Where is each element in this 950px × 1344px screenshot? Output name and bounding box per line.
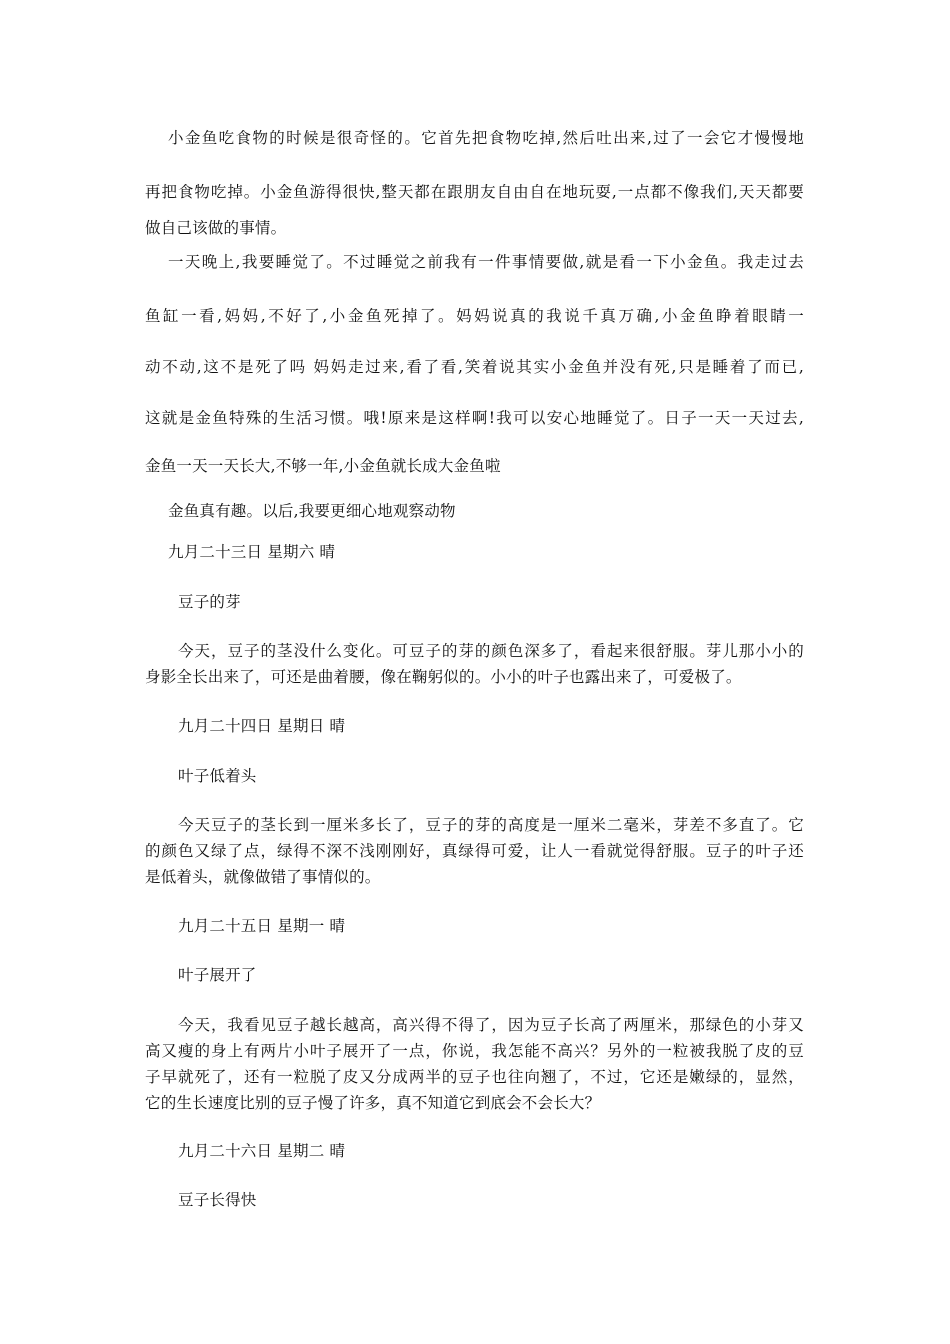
- paragraph-line: 鱼缸一看,妈妈,不好了,小金鱼死掉了。妈妈说真的我说千真万确,小金鱼睁着眼睛一: [145, 307, 804, 325]
- entry-date: 九月二十六日 星期二 晴: [178, 1142, 346, 1160]
- paragraph-line: 金鱼真有趣。以后,我要更细心地观察动物: [168, 502, 456, 520]
- paragraph-line: 做自己该做的事情。: [145, 219, 287, 237]
- entry-date: 九月二十四日 星期日 晴: [178, 717, 346, 735]
- paragraph-line: 金鱼一天一天长大,不够一年,小金鱼就长成大金鱼啦: [145, 457, 501, 475]
- entry-title: 豆子的芽: [178, 593, 241, 611]
- paragraph-line: 一天晚上,我要睡觉了。不过睡觉之前我有一件事情要做,就是看一下小金鱼。我走过去: [168, 253, 804, 271]
- paragraph-line: 今天，豆子的茎没什么变化。可豆子的芽的颜色深多了，看起来很舒服。芽儿那小小的: [178, 642, 804, 660]
- paragraph-line: 是低着头，就像做错了事情似的。: [145, 868, 381, 886]
- entry-title: 叶子低着头: [178, 767, 257, 785]
- paragraph-line: 今天，我看见豆子越长越高，高兴得不得了，因为豆子长高了两厘米，那绿色的小芽又: [178, 1016, 804, 1034]
- entry-date: 九月二十五日 星期一 晴: [178, 917, 346, 935]
- paragraph-line: 的颜色又绿了点，绿得不深不浅刚刚好，真绿得可爱，让人一看就觉得舒服。豆子的叶子还: [145, 842, 804, 860]
- paragraph-line: 高又瘦的身上有两片小叶子展开了一点，你说，我怎能不高兴？另外的一粒被我脱了皮的豆: [145, 1042, 804, 1060]
- paragraph-line: 今天豆子的茎长到一厘米多长了，豆子的芽的高度是一厘米二毫米，芽差不多直了。它: [178, 816, 804, 834]
- paragraph-line: 动不动,这不是死了吗 妈妈走过来,看了看,笑着说其实小金鱼并没有死,只是睡着了而已,: [145, 358, 804, 376]
- paragraph-line: 身影全长出来了，可还是曲着腰，像在鞠躬似的。小小的叶子也露出来了，可爱极了。: [145, 668, 742, 686]
- paragraph-line: 子早就死了，还有一粒脱了皮又分成两半的豆子也往向翘了，不过，它还是嫩绿的，显然，: [145, 1068, 804, 1086]
- entry-date: 九月二十三日 星期六 晴: [168, 543, 336, 561]
- paragraph-line: 再把食物吃掉。小金鱼游得很快,整天都在跟朋友自由自在地玩耍,一点都不像我们,天天都要: [145, 183, 804, 201]
- paragraph-line: 它的生长速度比别的豆子慢了许多，真不知道它到底会不会长大？: [145, 1094, 601, 1112]
- entry-title: 豆子长得快: [178, 1191, 257, 1209]
- paragraph-line: 小金鱼吃食物的时候是很奇怪的。它首先把食物吃掉,然后吐出来,过了一会它才慢慢地: [168, 129, 804, 147]
- paragraph-line: 这就是金鱼特殊的生活习惯。哦!原来是这样啊!我可以安心地睡觉了。日子一天一天过去,: [145, 409, 804, 427]
- entry-title: 叶子展开了: [178, 966, 257, 984]
